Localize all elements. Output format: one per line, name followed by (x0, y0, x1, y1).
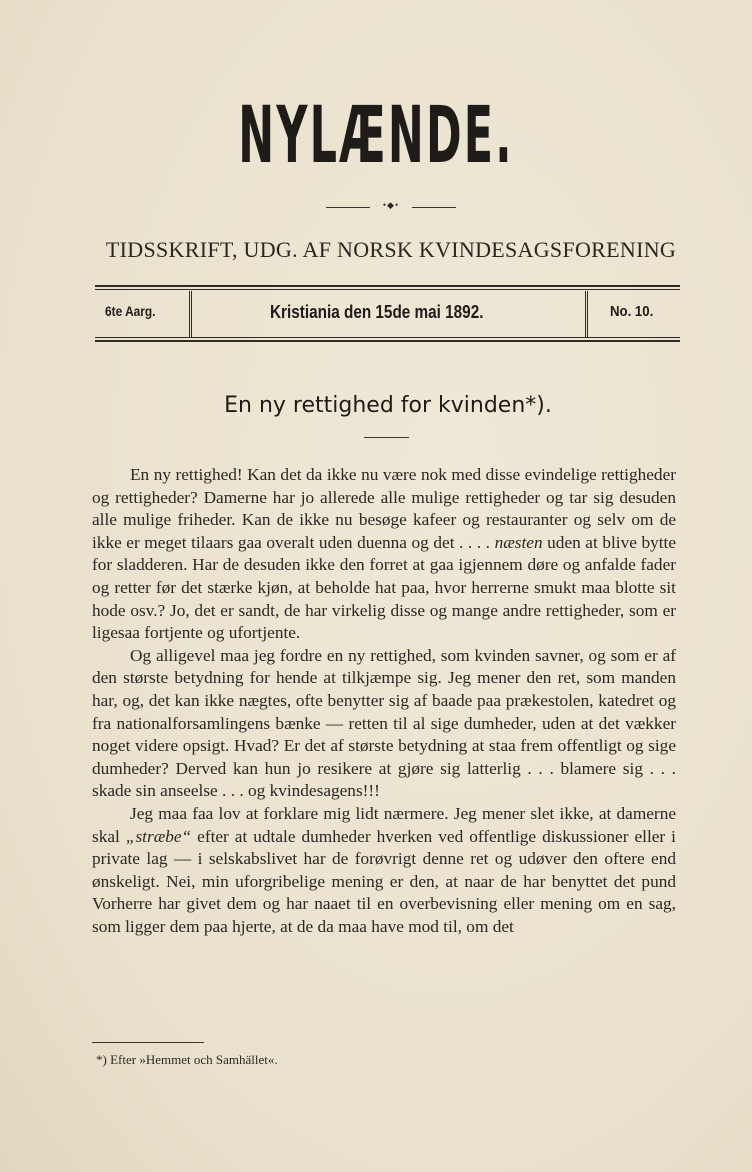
ornament-divider: •◆• (326, 205, 456, 211)
footnote-text: Efter »Hemmet och Samhället«. (110, 1052, 278, 1067)
info-separator-right (585, 291, 586, 337)
footnote (96, 1052, 278, 1068)
issue-number: No. 10. (610, 303, 654, 320)
place-date: Kristiania den 15de mai 1892. (270, 302, 484, 322)
article-body (92, 464, 676, 938)
masthead-title: NYLÆNDE. (238, 91, 514, 181)
journal-subtitle: TIDSSKRIFT, UDG. AF NORSK KVINDESAGSFORENING (105, 237, 677, 262)
title-rule (364, 437, 409, 438)
footnote-rule (92, 1042, 204, 1043)
info-rule-top-thin (95, 289, 680, 290)
volume-label: 6te Aarg. (105, 303, 156, 319)
footnote-marker: *) (96, 1052, 107, 1067)
info-rule-bottom (95, 340, 680, 342)
info-rule-bottom-thin (95, 337, 680, 338)
info-rule-top (95, 285, 680, 287)
paragraph: Jeg maa faa lov at forklare mig lidt nærmere. Jeg mener slet ikke, at damerne skal „stræbe“ efter at udtale dumheder hverken ved offentlige diskussioner eller i private lag — i selskabslivet har de forøvrigt denne ret og udøver den oftere end ønskeligt. Nei, min uforgribelige mening er den, at naar de har benyttet det pund Vorherre har givet dem og har naaet til en overbevisning eller mening om en sag, som ligger dem paa hjerte, at de da maa have mod til, om det (92, 803, 676, 936)
article-title: En ny rettighed for kvinden*). (224, 393, 552, 418)
info-separator-left (189, 291, 190, 337)
paragraph: En ny rettighed! Kan det da ikke nu være nok med disse evindelige rettigheder og rettigheder? Damerne har jo allerede alle mulige rettigheder og tar sig desuden alle mulige friheder. Kan de ikke nu besøge kafeer og restauranter og selv om de ikke er meget tilaars gaa overalt uden duenna og det . . . . næsten uden at blive bytte for sladderen. Har de desuden ikke den forret at gaa igjennem døre og anfalde fader og retter før det stærke kjøn, at beholde hat paa, hvor herrerne smukt maa blotte sit hode osv.? Jo, det er sandt, de har virkelig disse og mange andre rettigheder, som er ligesaa fortjente og ufortjente. (92, 465, 677, 643)
paragraph: Og alligevel maa jeg fordre en ny rettighed, som kvinden savner, og som er af den største betydning for hende at tilkjæmpe sig. Jeg mener den ret, som manden har, og, det kan ikke nægtes, ofte benytter sig af baade paa prækestolen, katedret og fra nationalforsamlingens bænke — retten til al sige dumheder, uden at det vækker noget videre opsigt. Hvad? Er det af største betydning at staa frem offentligt og sige dumheder? Derved kan hun jo resikere at gjøre sig latterlig . . . blamere sig . . . skade sin anseelse . . . og kvindesagens!!! (92, 645, 676, 801)
